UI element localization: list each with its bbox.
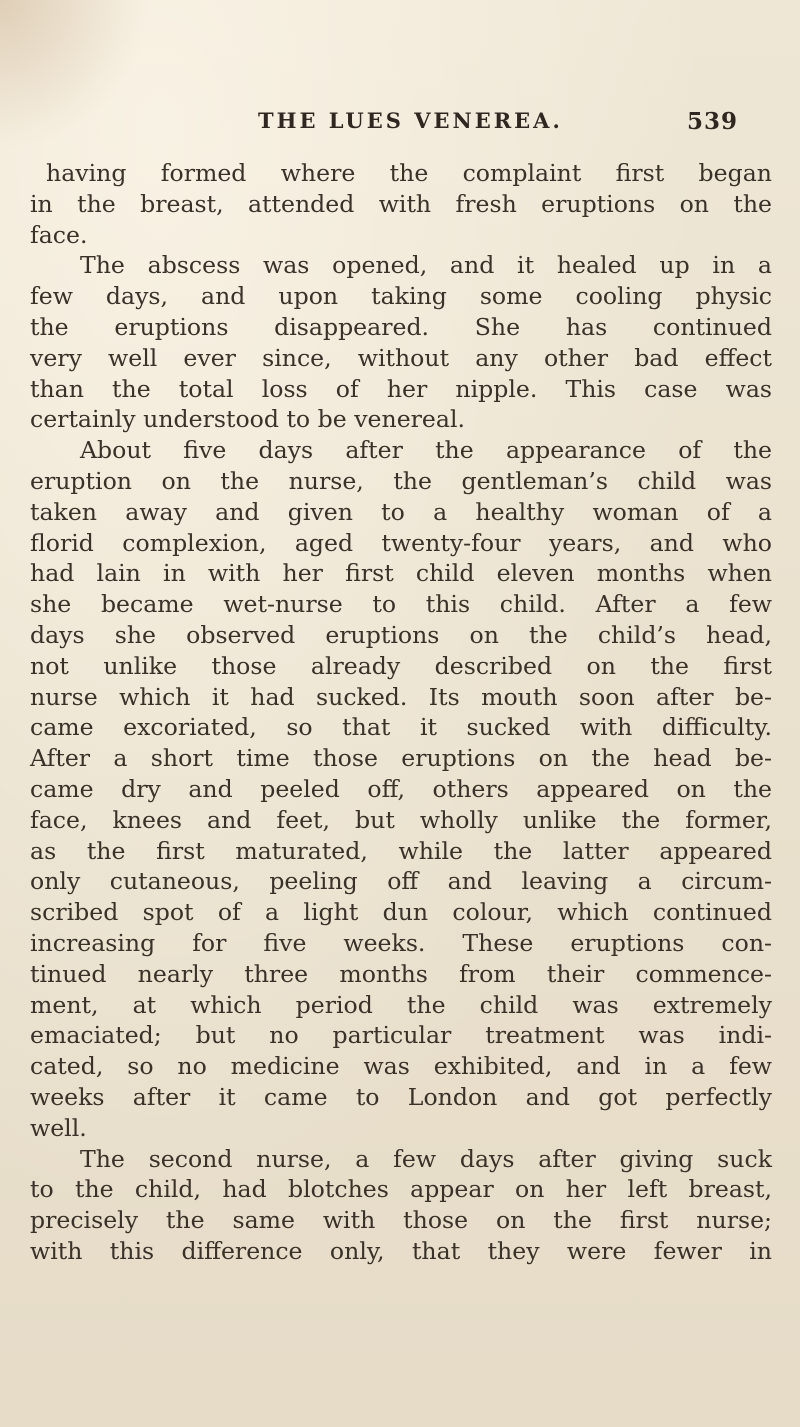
running-head [258,108,738,144]
paper-stain [0,0,150,150]
text-line: few days, and upon taking some cooling physic [30,282,772,311]
page-number: 539 [686,108,738,135]
text-line: ment, at which period the child was extremely [30,990,772,1019]
text-line: than the total loss of her nipple. This case was [30,374,772,403]
text-line: not unlike those already described on the first [30,651,772,680]
text-line: came dry and peeled off, others appeared on the [30,774,772,803]
text-line: cated, so no medicine was exhibited, and in a few [30,1052,772,1081]
text-line: in the breast, attended with fresh eruptions on the [30,189,772,218]
running-title: THE LUES VENEREA. [258,108,563,133]
text-line: After a short time those eruptions on the head be- [30,744,772,773]
text-line: certainly understood to be venereal. [30,405,466,434]
text-line: tinued nearly three months from their commence- [30,959,772,988]
text-line: scribed spot of a light dun colour, which continued [30,898,772,927]
text-line: only cutaneous, peeling off and leaving a circum- [30,867,772,896]
text-line: the eruptions disappeared. She has continued [30,312,772,341]
text-line: days she observed eruptions on the child’s head, [30,620,772,649]
text-line: had lain in with her first child eleven months when [30,559,772,588]
text-line: face, knees and feet, but wholly unlike the former, [30,805,772,834]
text-line: florid complexion, aged twenty-four years, and who [30,528,772,557]
text-line: taken away and given to a healthy woman of a [30,497,772,526]
text-line: increasing for five weeks. These eruptions con- [30,928,772,957]
text-line: weeks after it came to London and got perfectly [30,1082,772,1111]
text-line: About five days after the appearance of the [80,436,772,465]
text-line: face. [30,220,88,249]
text-line: to the child, had blotches appear on her left breast, [30,1175,772,1204]
text-line: The second nurse, a few days after giving suck [80,1144,772,1173]
text-line: very well ever since, without any other bad effect [30,343,772,372]
body-text [30,158,772,1267]
text-line: well. [30,1113,87,1142]
text-line: eruption on the nurse, the gentleman’s child was [30,466,772,495]
text-line: having formed where the complaint first began [46,159,772,187]
text-line: came excoriated, so that it sucked with difficulty. [30,713,772,742]
text-line: precisely the same with those on the first nurse; [30,1206,772,1235]
text-line: nurse which it had sucked. Its mouth soon after be- [30,682,772,711]
text-line: she became wet-nurse to this child. After a few [30,590,772,619]
text-line: emaciated; but no particular treatment was indi- [30,1021,772,1050]
text-line: The abscess was opened, and it healed up in a [80,251,772,280]
text-line: with this difference only, that they were fewer in [30,1236,772,1265]
text-line: as the first maturated, while the latter appeared [30,836,772,865]
